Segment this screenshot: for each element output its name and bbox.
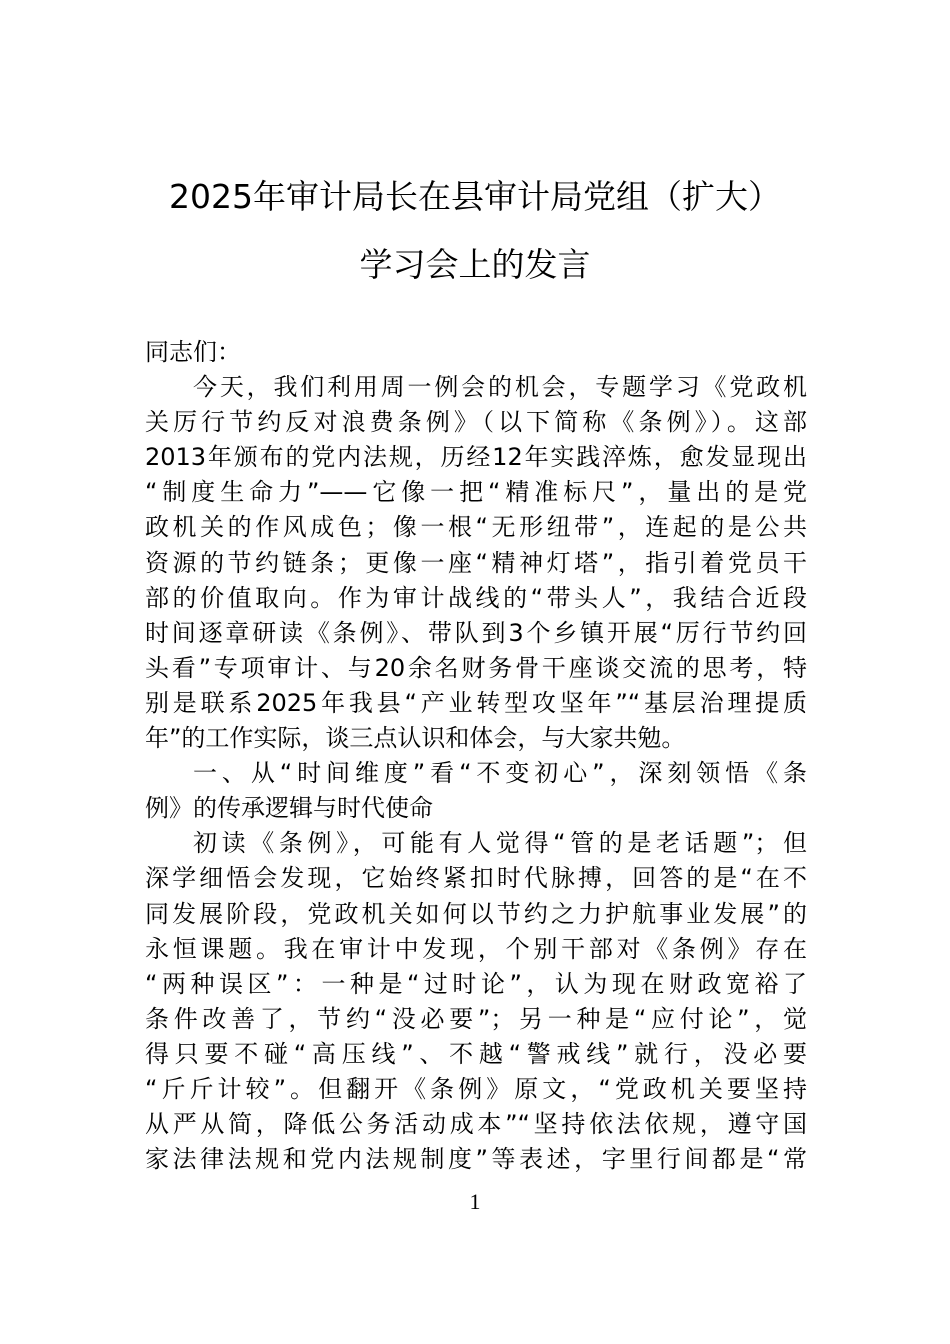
paragraph-1-line: 今天，我们利用周一例会的机会，专题学习《党政机 [193,373,807,402]
paragraph-2-line: 同发展阶段，党政机关如何以节约之力护航事业发展”的 [145,899,807,928]
document-body [145,335,807,1177]
paragraph-2-line: 初读《条例》，可能有人觉得“管的是老话题”；但 [193,829,807,858]
paragraph-2-line: 家法律法规和党内法规制度”等表述，字里行间都是“常 [145,1145,807,1174]
document-title-line-1: 2025年审计局长在县审计局党组（扩大） [169,177,781,216]
paragraph-1-line: “制度生命力”——它像一把“精准标尺”，量出的是党 [145,478,807,507]
paragraph-1-line: 时间逐章研读《条例》、带队到3个乡镇开展“厉行节约回 [145,618,807,647]
paragraph-2-line: “斤斤计较”。但翻开《条例》原文，“党政机关要坚持 [145,1074,807,1103]
paragraph-1-line: 年”的工作实际，谈三点认识和体会，与大家共勉。 [145,724,686,753]
paragraph-1-line: 头看”专项审计、与20余名财务骨干座谈交流的思考，特 [145,653,807,682]
paragraph-2-line: “两种误区”：一种是“过时论”，认为现在财政宽裕了 [145,969,807,998]
paragraph-1-line: 别是联系2025年我县“产业转型攻坚年”“基层治理提质 [145,688,807,717]
paragraph-2-line: 条件改善了，节约“没必要”；另一种是“应付论”，觉 [145,1004,807,1033]
paragraph-2-line: 深学细悟会发现，它始终紧扣时代脉搏，回答的是“在不 [145,864,807,893]
document-title-line-2: 学习会上的发言 [359,245,591,284]
section-heading-1: 一、从“时间维度”看“不变初心”，深刻领悟《条 [193,759,807,788]
paragraph-2-line: 得只要不碰“高压线”、不越“警戒线”就行，没必要 [145,1039,807,1068]
paragraph-1-line: 关厉行节约反对浪费条例》（以下简称《条例》）。这部 [145,408,807,437]
paragraph-1-line: 政机关的作风成色；像一根“无形纽带”，连起的是公共 [145,513,807,542]
section-heading-1: 例》的传承逻辑与时代使命 [145,794,433,823]
page-number: 1 [469,1189,481,1214]
paragraph-1-line: 部的价值取向。作为审计战线的“带头人”，我结合近段 [145,583,807,612]
paragraph-2-line: 永恒课题。我在审计中发现，个别干部对《条例》存在 [145,934,807,963]
salutation: 同志们： [145,338,241,366]
paragraph-1-line: 2013年颁布的党内法规，历经12年实践淬炼，愈发显现出 [145,443,807,472]
paragraph-1-line: 资源的节约链条；更像一座“精神灯塔”，指引着党员干 [145,548,807,577]
paragraph-2-line: 从严从简，降低公务活动成本”“坚持依法依规，遵守国 [145,1110,807,1139]
